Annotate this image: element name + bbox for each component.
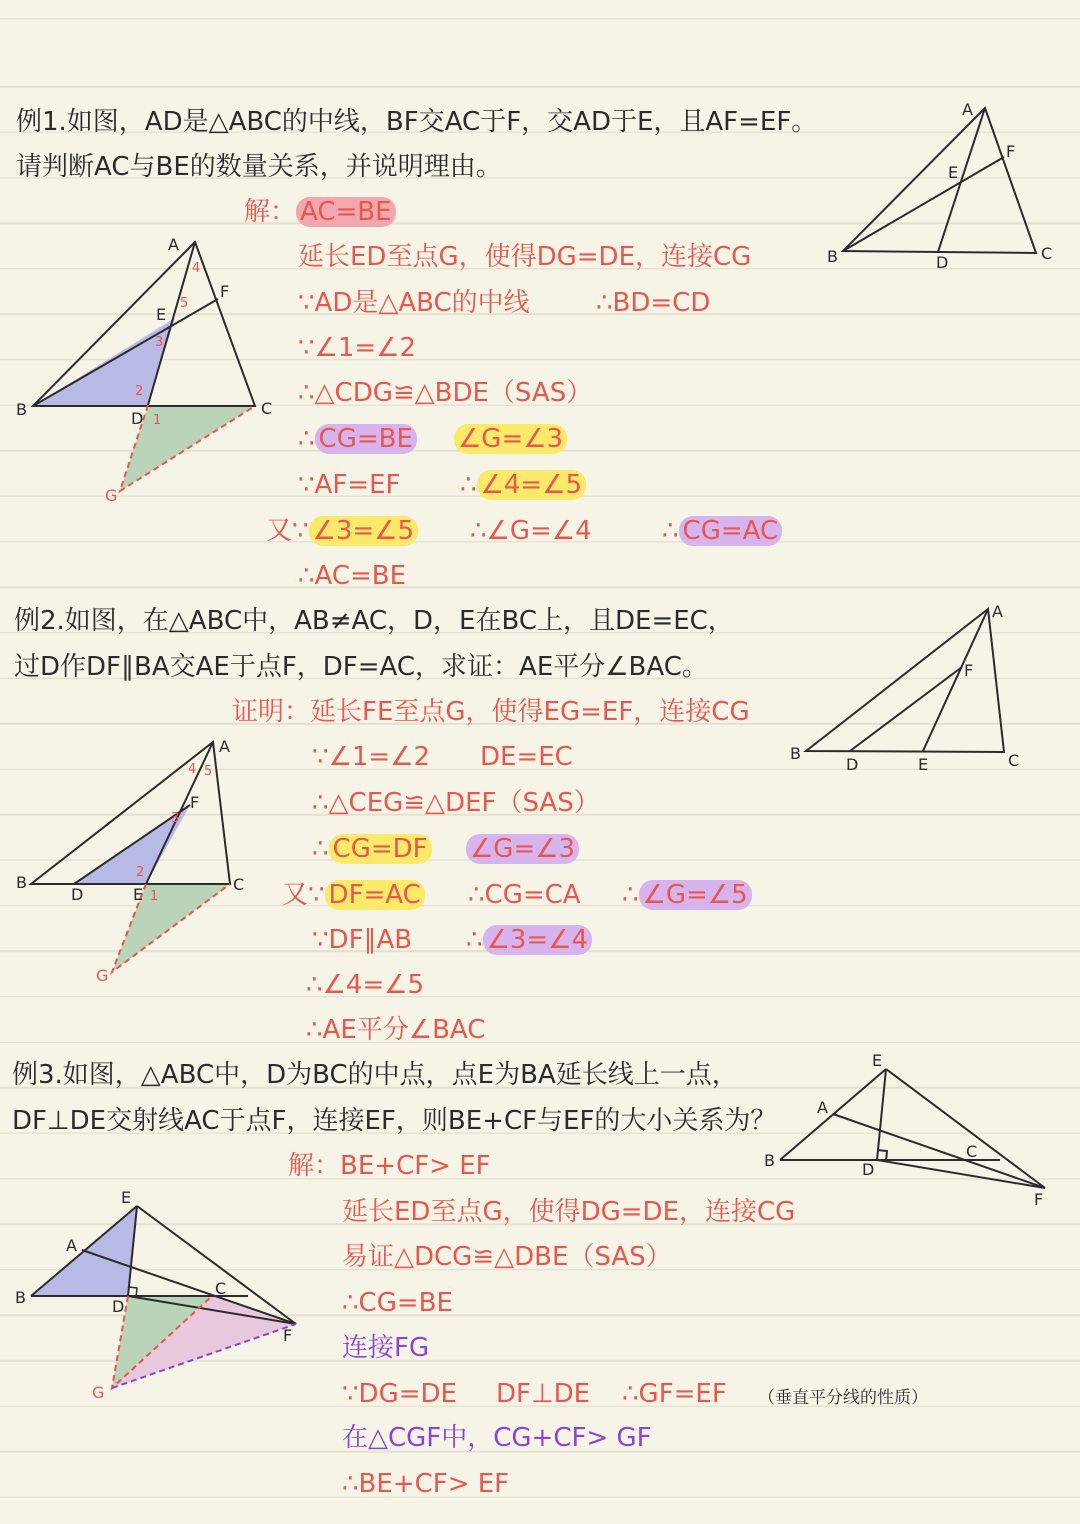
ex2-label-b: B	[16, 873, 27, 892]
ex3-label-b: B	[15, 1288, 26, 1307]
ex3-step-4: 连接FG	[342, 1333, 430, 1363]
ex2-also-because: 又∵	[282, 880, 325, 910]
ex3r-label-f: F	[1034, 1190, 1044, 1209]
ex2-conclusion: ∴AE平分∠BAC	[306, 1015, 486, 1045]
ex2-df-eq-ac: DF=AC	[325, 880, 425, 910]
ex3-label-e: E	[121, 1188, 132, 1207]
ex1-label-g: G	[105, 486, 118, 505]
ex1r-label-d: D	[936, 253, 949, 272]
ex2-reference-figure	[806, 609, 1004, 752]
ex1-label-c: C	[261, 399, 273, 418]
ex2-question-line1: 例2.如图，在△ABC中，AB≠AC，D，E在BC上，且DE=EC，	[14, 606, 734, 636]
ex2-label-c: C	[233, 875, 245, 894]
ex3-reference-figure	[780, 1069, 1045, 1188]
ex2-proof-label: 证明：	[232, 697, 311, 727]
ex2r-label-d: D	[846, 755, 859, 774]
ex1-label-b: B	[16, 400, 27, 419]
ex3-answer: BE+CF> EF	[340, 1151, 491, 1181]
ex2-angle-g-eq-3: ∠G=∠3	[466, 834, 579, 864]
ex1-question-line1: 例1.如图，AD是△ABC的中线，BF交AC于F，交AD于E，且AF=EF。	[16, 107, 818, 137]
ex1-angle-3: 3	[155, 335, 164, 350]
ex2-shaded-ceg	[112, 884, 230, 972]
ex1-angle-1: 1	[153, 413, 162, 428]
ex1-step-4: ∴△CDG≌△BDE（SAS）	[298, 378, 593, 408]
ex1-label-a: A	[168, 235, 179, 254]
ex2-step-2: ∴△CEG≌△DEF（SAS）	[312, 788, 600, 818]
ex2-angle-5: 5	[204, 764, 213, 779]
ex2-angle-3-eq-4: ∠3=∠4	[483, 925, 593, 955]
ex2r-label-a: A	[992, 602, 1003, 621]
ex2-step-1a: ∵∠1=∠2	[312, 742, 431, 772]
ex2r-label-f: F	[964, 661, 974, 680]
ex1-angle-3-eq-5: ∠3=∠5	[309, 516, 419, 546]
ex2r-label-b: B	[790, 744, 801, 763]
ex3r-label-d: D	[862, 1160, 875, 1179]
ex1-reference-figure	[843, 108, 1036, 253]
ex1-therefore-2: ∴	[460, 470, 477, 500]
ex1-answer: AC=BE	[296, 197, 396, 227]
ex3-question-line2: DF⊥DE交射线AC于点F，连接EF，则BE+CF与EF的大小关系为？	[12, 1106, 777, 1136]
ex3-step-3: ∴CG=BE	[342, 1288, 453, 1318]
ex1-step-2b: ∴BD=CD	[596, 288, 711, 318]
ex1-angle-4: 4	[192, 261, 201, 276]
ex2r-label-c: C	[1008, 751, 1020, 770]
ex1-angle-2: 2	[135, 384, 144, 399]
ex3-label-g: G	[92, 1383, 105, 1402]
ex3-label-d: D	[112, 1297, 125, 1316]
ex1-angle-5: 5	[180, 296, 189, 311]
ex3-step-5b: DF⊥DE	[496, 1379, 591, 1409]
ex1-label-f: F	[220, 282, 230, 301]
ex1-angle-4-eq-5: ∠4=∠5	[477, 470, 587, 500]
ex3r-label-e: E	[872, 1051, 883, 1070]
ex2-solution-figure	[31, 742, 230, 972]
ex1-also-because: 又∵	[266, 516, 309, 546]
ex2-therefore-3: ∴	[466, 925, 483, 955]
ex1-step-2a: ∵AD是△ABC的中线	[298, 288, 530, 318]
ex1-solution-label: 解：	[244, 197, 297, 227]
ex1r-label-a: A	[962, 100, 973, 119]
ex3-step-5c: ∴GF=EF	[622, 1379, 727, 1409]
ex2-label-f: F	[190, 793, 200, 812]
ex3-step-6: 在△CGF中，CG+CF> GF	[342, 1423, 652, 1453]
ex2-label-e: E	[133, 885, 144, 904]
ex2-step-5a: ∵DF∥AB	[312, 925, 413, 955]
ex1-therefore-3: ∴	[662, 516, 679, 546]
ex1-step-7b: ∴∠G=∠4	[470, 516, 592, 546]
ex3r-label-a: A	[817, 1098, 828, 1117]
ex2-step-1b: DE=EC	[480, 742, 573, 772]
ex1r-label-c: C	[1041, 244, 1053, 263]
ex3-question-line1: 例3.如图，△ABC中，D为BC的中点，点E为BA延长线上一点，	[12, 1060, 738, 1090]
ex2-angle-3: 3	[171, 811, 180, 826]
ex3-step-2: 易证△DCG≌△DBE（SAS）	[342, 1242, 672, 1272]
ex1r-label-f: F	[1006, 142, 1016, 161]
ex1-label-d: D	[131, 409, 144, 428]
ex3-label-c: C	[215, 1279, 227, 1298]
ex2-angle-1: 1	[150, 889, 159, 904]
ex1-step-1: 延长ED至点G，使得DG=DE，连接CG	[298, 242, 752, 272]
ex2-label-a: A	[219, 737, 230, 756]
ex2-step-4b: ∴CG=CA	[468, 880, 581, 910]
ex2-angle-g-eq-5: ∠G=∠5	[639, 880, 752, 910]
ex2-angle-4: 4	[188, 762, 197, 777]
ex3-step-1: 延长ED至点G，使得DG=DE，连接CG	[342, 1197, 796, 1227]
ex2-proof-first: 延长FE至点G，使得EG=EF，连接CG	[310, 697, 750, 727]
ex2-therefore: ∴	[312, 834, 329, 864]
ex1-label-e: E	[156, 305, 167, 324]
ex2r-label-e: E	[918, 755, 929, 774]
ex3-label-f: F	[283, 1326, 293, 1345]
ex1-conclusion: ∴AC=BE	[298, 561, 407, 591]
ex3-label-a: A	[66, 1236, 77, 1255]
ex2-label-g: G	[96, 966, 109, 985]
ex1r-label-b: B	[827, 247, 838, 266]
ex3r-label-b: B	[764, 1151, 775, 1170]
ex1r-label-e: E	[948, 163, 959, 182]
ex1-step-3: ∵∠1=∠2	[298, 333, 417, 363]
ex1-cg-eq-be: CG=BE	[315, 424, 417, 454]
ex1-cg-eq-ac: CG=AC	[679, 516, 783, 546]
ex2-label-d: D	[71, 885, 84, 904]
ex3-solution-figure	[31, 1206, 296, 1388]
ex2-cg-eq-df: CG=DF	[329, 834, 432, 864]
ex2-question-line2: 过D作DF∥BA交AE于点F，DF=AC，求证：AE平分∠BAC。	[14, 652, 708, 682]
ex1-step-6a: ∵AF=EF	[298, 470, 401, 500]
ex1-solution-figure	[33, 242, 255, 491]
ex3-conclusion: ∴BE+CF> EF	[342, 1469, 510, 1499]
ex2-step-6: ∴∠4=∠5	[306, 970, 425, 1000]
ex2-angle-2: 2	[136, 865, 145, 880]
ex3-note: （垂直平分线的性质）	[758, 1388, 928, 1408]
ex2-therefore-2: ∴	[622, 880, 639, 910]
ex3r-label-c: C	[966, 1142, 978, 1161]
ex1-angle-g-eq-3: ∠G=∠3	[454, 424, 567, 454]
ex3-solution-label: 解：	[288, 1151, 341, 1181]
ex3-step-5a: ∵DG=DE	[342, 1379, 457, 1409]
ex1-therefore: ∴	[298, 424, 315, 454]
ex1-question-line2: 请判断AC与BE的数量关系，并说明理由。	[16, 152, 502, 182]
